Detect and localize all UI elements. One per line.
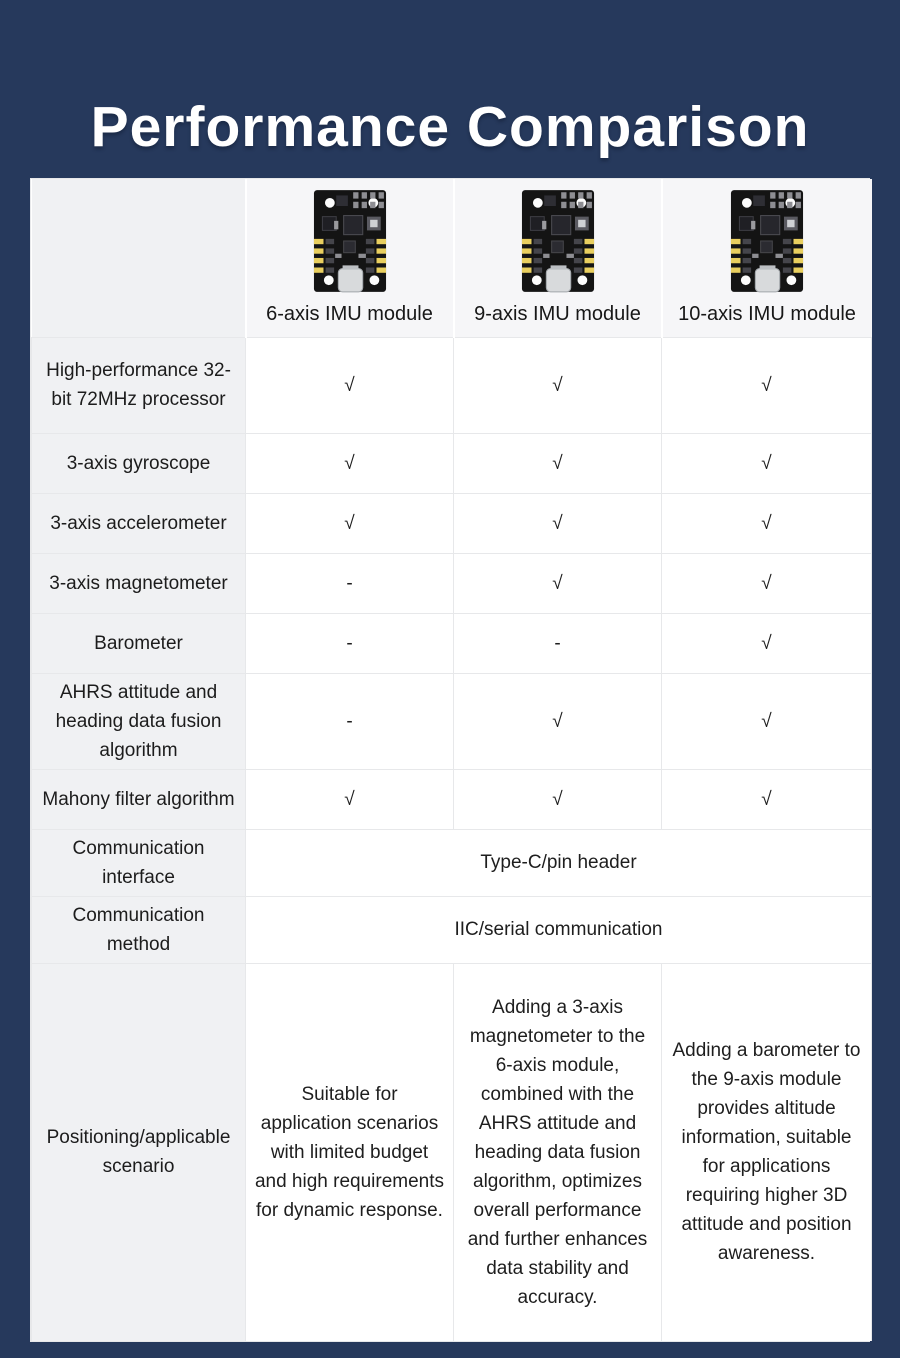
cell-value: - [454, 613, 662, 673]
cell-scenario-6axis: Suitable for application scenarios with limited budget and high requirements for dynamic response. [246, 963, 454, 1341]
cell-value: √ [662, 337, 872, 433]
table-row-accelerometer [32, 493, 872, 553]
row-label: High-performance 32-bit 72MHz processor [32, 337, 246, 433]
cell-value: √ [662, 673, 872, 769]
table-row-mahony-filter [32, 769, 872, 829]
cell-value: √ [454, 493, 662, 553]
module-figure [459, 188, 657, 326]
column-label-9axis: 9-axis IMU module [474, 302, 641, 325]
cell-value: √ [662, 553, 872, 613]
imu-pcb-module-icon [719, 188, 815, 294]
table-row-scenario [32, 963, 872, 1341]
cell-value: √ [454, 553, 662, 613]
cell-value-spanning: IIC/serial communication [246, 896, 872, 963]
cell-value-spanning: Type-C/pin header [246, 829, 872, 896]
row-label: AHRS attitude and heading data fusion algorithm [32, 673, 246, 769]
comparison-table [31, 179, 872, 1341]
cell-value: √ [454, 433, 662, 493]
cell-value: √ [454, 673, 662, 769]
imu-pcb-module-icon [510, 188, 606, 294]
table-row-ahrs-fusion [32, 673, 872, 769]
table-row-barometer [32, 613, 872, 673]
hero-banner [0, 0, 900, 178]
cell-value: √ [662, 493, 872, 553]
row-label: Barometer [32, 613, 246, 673]
cell-value: √ [246, 769, 454, 829]
table-header-row [32, 179, 872, 337]
header-10axis [662, 179, 872, 337]
table-row-gyroscope [32, 433, 872, 493]
cell-value: √ [662, 433, 872, 493]
imu-pcb-module-icon [302, 188, 398, 294]
row-label: 3-axis magnetometer [32, 553, 246, 613]
table-row-processor [32, 337, 872, 433]
header-corner-cell [32, 179, 246, 337]
cell-scenario-9axis: Adding a 3-axis magnetometer to the 6-axis module, combined with the AHRS attitude and heading data fusion algorithm, optimizes overall performance and further enhances data stability and accuracy. [454, 963, 662, 1341]
cell-value: √ [662, 613, 872, 673]
row-label: Communication interface [32, 829, 246, 896]
row-label: 3-axis gyroscope [32, 433, 246, 493]
cell-value: √ [454, 337, 662, 433]
cell-value: - [246, 613, 454, 673]
cell-value: √ [662, 769, 872, 829]
row-label: 3-axis accelerometer [32, 493, 246, 553]
table-row-communication-method [32, 896, 872, 963]
column-label-6axis: 6-axis IMU module [266, 302, 433, 325]
row-label: Positioning/applicable scenario [32, 963, 246, 1341]
cell-value: - [246, 553, 454, 613]
header-6axis [246, 179, 454, 337]
row-label: Mahony filter algorithm [32, 769, 246, 829]
cell-scenario-10axis: Adding a barometer to the 9-axis module provides altitude information, suitable for applications requiring higher 3D attitude and position awareness. [662, 963, 872, 1341]
module-figure [667, 188, 868, 326]
module-figure [251, 188, 449, 326]
table-row-magnetometer [32, 553, 872, 613]
comparison-table-container [30, 178, 870, 1342]
table-row-communication-interface [32, 829, 872, 896]
header-9axis [454, 179, 662, 337]
column-label-10axis: 10-axis IMU module [678, 302, 856, 325]
cell-value: √ [246, 433, 454, 493]
page-title: Performance Comparison [90, 95, 810, 159]
cell-value: √ [246, 493, 454, 553]
cell-value: √ [454, 769, 662, 829]
cell-value: √ [246, 337, 454, 433]
row-label: Communication method [32, 896, 246, 963]
cell-value: - [246, 673, 454, 769]
